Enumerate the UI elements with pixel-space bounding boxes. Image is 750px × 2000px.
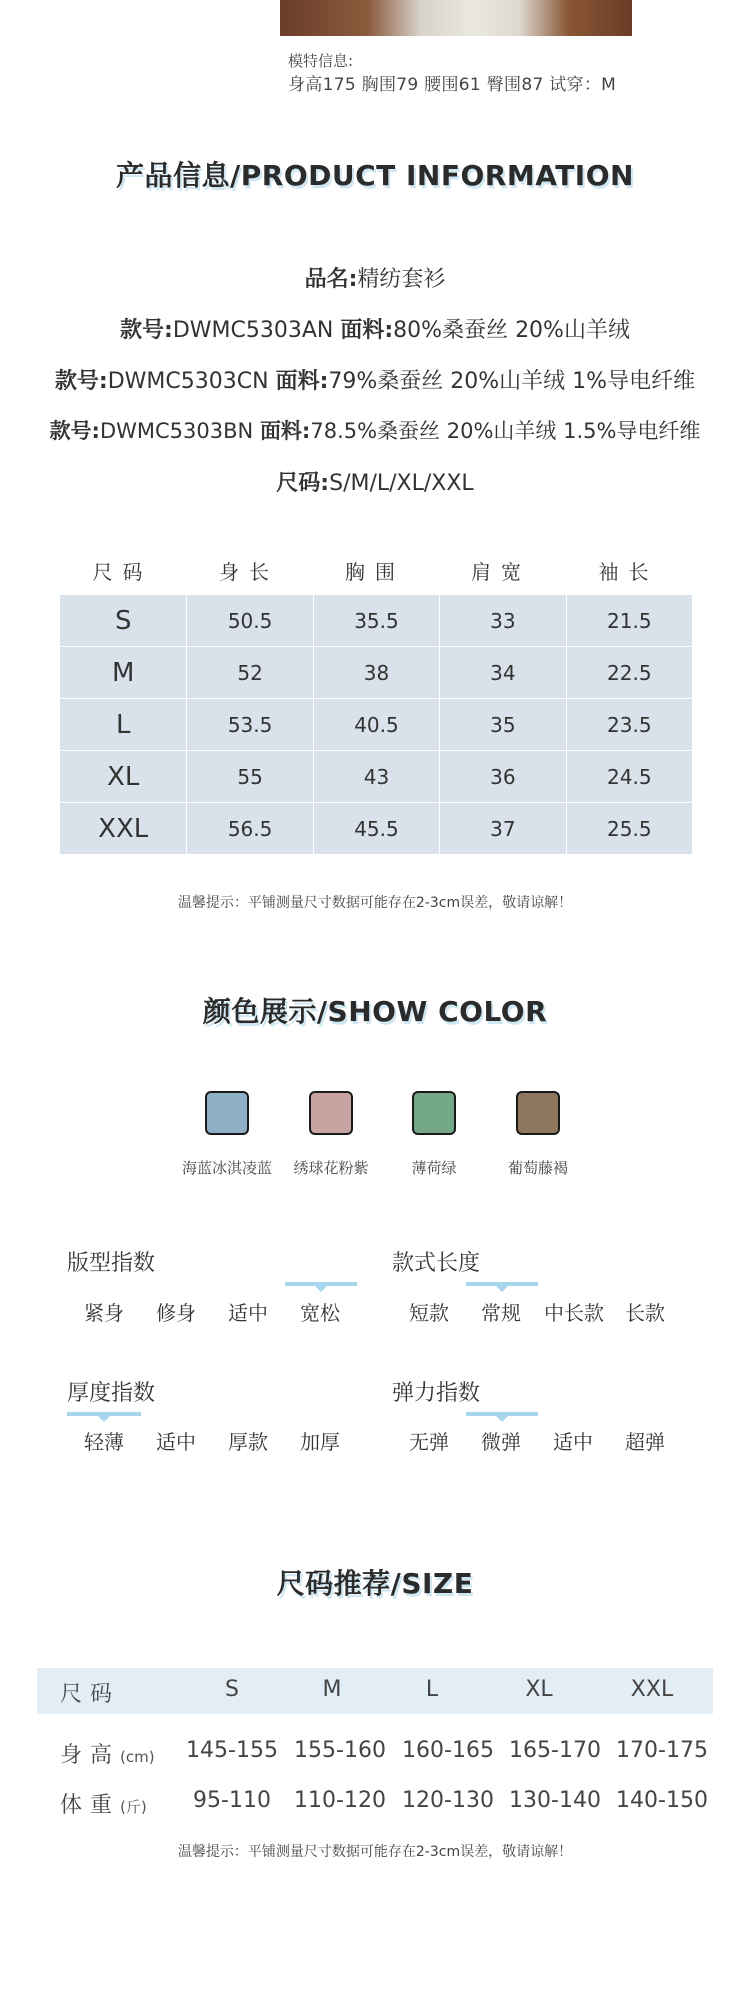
table-cell: 38: [313, 647, 439, 699]
color-section-title: 颜色展示/SHOW COLOR: [202, 995, 548, 1028]
length-option: 中长款: [544, 1301, 604, 1325]
fit-index-notch: [315, 1286, 327, 1292]
recommend-tip: 温馨提示：平铺测量尺寸数据可能存在2-3cm误差，敬请谅解！: [177, 1844, 573, 1860]
length-index-title: 款式长度: [392, 1251, 481, 1276]
table-cell: 52: [187, 647, 313, 699]
style-label: 款号:: [49, 419, 100, 443]
size-table-header: 身长: [219, 560, 279, 584]
table-cell: 56.5: [187, 803, 313, 855]
weight-label: 体重: [60, 1793, 121, 1818]
length-option: 短款: [409, 1301, 449, 1325]
table-cell: 37: [440, 803, 566, 855]
style-value: DWMC5303CN: [107, 369, 269, 394]
color-label: 海蓝冰淇凌蓝: [181, 1159, 272, 1177]
color-label: 绣球花粉紫: [293, 1159, 369, 1177]
thickness-option: 适中: [156, 1430, 196, 1454]
weight-row-label: [60, 1788, 147, 1819]
table-cell: 22.5: [566, 647, 692, 699]
height-unit: (cm): [120, 1748, 155, 1766]
style-label: 款号:: [120, 318, 173, 343]
color-swatch-brown[interactable]: [516, 1091, 560, 1135]
product-name-label: 品名:: [304, 267, 358, 292]
measurement-tip: 温馨提示：平铺测量尺寸数据可能存在2-3cm误差，敬请谅解！: [177, 895, 573, 911]
elasticity-option: 超弹: [625, 1430, 665, 1454]
model-info-label: 模特信息:: [288, 52, 354, 70]
fit-index-title: 版型指数: [67, 1251, 156, 1276]
color-label: 薄荷绿: [411, 1159, 457, 1177]
table-cell: 25.5: [566, 803, 692, 855]
elasticity-index-title: 弹力指数: [392, 1381, 481, 1406]
product-name-line: [0, 262, 750, 293]
model-photo: [280, 0, 632, 36]
table-cell: 24.5: [566, 751, 692, 803]
product-style-line: [0, 415, 750, 445]
weight-range: 95-110: [193, 1788, 271, 1813]
fabric-label: 面料:: [275, 369, 329, 394]
product-info-title: 产品信息/PRODUCT INFORMATION: [116, 159, 634, 192]
fabric-label: 面料:: [340, 318, 394, 343]
weight-range: 130-140: [509, 1788, 601, 1813]
table-cell: 36: [440, 751, 566, 803]
table-cell: 43: [313, 751, 439, 803]
table-cell: 50.5: [187, 595, 313, 647]
length-option: 长款: [625, 1301, 665, 1325]
height-range: 145-155: [186, 1738, 278, 1763]
size-cell: XXL: [60, 803, 187, 855]
model-info-stats: 身高175 胸围79 腰围61 臀围87 试穿：M: [288, 75, 617, 95]
table-cell: 33: [440, 595, 566, 647]
table-cell: 23.5: [566, 699, 692, 751]
product-name-value: 精纺套衫: [357, 267, 446, 292]
size-recommend-size: XL: [525, 1677, 553, 1702]
size-label: 尺码:: [276, 471, 330, 496]
fabric-value: 78.5%桑蚕丝 20%山羊绒 1.5%导电纤维: [310, 419, 701, 443]
length-option-selected: 常规: [481, 1301, 521, 1325]
table-cell: 21.5: [566, 595, 692, 647]
table-cell: 45.5: [313, 803, 439, 855]
elasticity-index-notch: [496, 1416, 508, 1422]
color-label: 葡萄藤褐: [507, 1159, 568, 1177]
size-cell: L: [60, 699, 187, 751]
color-swatch-blue[interactable]: [205, 1091, 249, 1135]
size-recommend-size: M: [322, 1677, 342, 1702]
size-recommend-title: 尺码推荐/SIZE: [276, 1567, 474, 1600]
size-recommend-header-label: 尺码: [60, 1682, 121, 1707]
thickness-index-title: 厚度指数: [67, 1381, 156, 1406]
height-range: 165-170: [509, 1738, 601, 1763]
table-cell: 34: [440, 647, 566, 699]
style-value: DWMC5303AN: [172, 318, 334, 343]
weight-unit: (斤): [120, 1798, 147, 1816]
table-row: [60, 595, 693, 647]
style-value: DWMC5303BN: [99, 419, 254, 443]
size-table-header: 肩宽: [471, 560, 531, 584]
size-recommend-size: L: [425, 1677, 439, 1702]
size-table-header: 尺码: [92, 560, 153, 584]
table-cell: 55: [187, 751, 313, 803]
product-style-line: [0, 313, 750, 344]
size-cell: XL: [60, 751, 187, 803]
height-range: 155-160: [294, 1738, 386, 1763]
elasticity-option: 无弹: [409, 1430, 449, 1454]
table-cell: 40.5: [313, 699, 439, 751]
fabric-label: 面料:: [259, 419, 311, 443]
fabric-value: 80%桑蚕丝 20%山羊绒: [393, 318, 630, 343]
thickness-option-selected: 轻薄: [84, 1430, 124, 1454]
style-label: 款号:: [54, 369, 108, 394]
elasticity-option-selected: 微弹: [481, 1430, 521, 1454]
size-cell: M: [60, 647, 187, 699]
color-swatch-green[interactable]: [412, 1091, 456, 1135]
fit-option: 适中: [228, 1301, 268, 1325]
fit-option-selected: 宽松: [300, 1301, 340, 1325]
size-table-header: 袖长: [598, 560, 659, 584]
height-range: 170-175: [616, 1738, 708, 1763]
thickness-option: 厚款: [228, 1430, 268, 1454]
weight-range: 140-150: [616, 1788, 708, 1813]
product-size-line: [0, 466, 750, 497]
size-cell: S: [60, 595, 187, 647]
fabric-value: 79%桑蚕丝 20%山羊绒 1%导电纤维: [328, 369, 696, 394]
size-table: [59, 594, 693, 855]
table-cell: 35: [440, 699, 566, 751]
weight-range: 110-120: [294, 1788, 386, 1813]
table-row: [60, 699, 693, 751]
table-cell: 53.5: [187, 699, 313, 751]
weight-range: 120-130: [402, 1788, 494, 1813]
height-label: 身高: [60, 1743, 121, 1768]
height-row-label: [60, 1738, 155, 1769]
size-table-header: 胸围: [345, 560, 405, 584]
elasticity-option: 适中: [553, 1430, 593, 1454]
table-cell: 35.5: [313, 595, 439, 647]
thickness-option: 加厚: [300, 1430, 340, 1454]
size-value: S/M/L/XL/XXL: [329, 471, 474, 496]
product-style-line: [0, 364, 750, 395]
fit-option: 修身: [156, 1301, 196, 1325]
thickness-index-notch: [98, 1416, 110, 1422]
height-range: 160-165: [402, 1738, 494, 1763]
color-swatch-pink[interactable]: [309, 1091, 353, 1135]
table-row: [60, 803, 693, 855]
table-row: [60, 647, 693, 699]
length-index-notch: [496, 1286, 508, 1292]
size-recommend-size: S: [225, 1677, 239, 1702]
size-recommend-size: XXL: [630, 1677, 674, 1702]
fit-option: 紧身: [84, 1301, 124, 1325]
table-row: [60, 751, 693, 803]
